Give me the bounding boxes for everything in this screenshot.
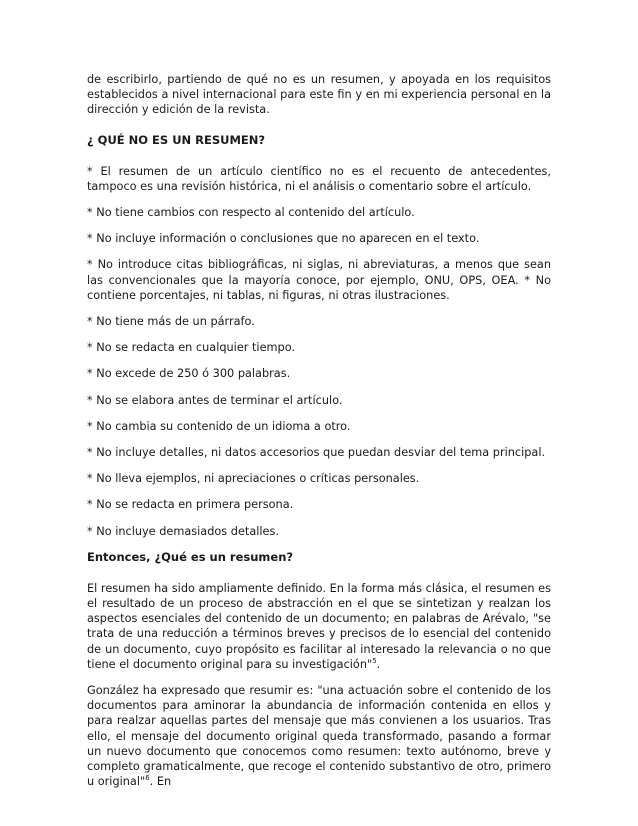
- list-item: * No lleva ejemplos, ni apreciaciones o críticas personales.: [87, 472, 420, 486]
- definition-end: .: [376, 657, 381, 671]
- list-item: * No incluye detalles, ni datos accesorios que puedan desviar del tema principal.: [87, 446, 546, 460]
- list-item: * No cambia su contenido de un idioma a otro.: [87, 419, 351, 433]
- definition-text: El resumen ha sido ampliamente definido. En la forma más clásica, el resumen es el resultado de un proceso de abstracción en el que se sintetizan y realzan los aspectos esenciales del contenido de un documento; en palabras de Arévalo, "se trata de una reducción a términos breves y precisos de lo esencial del contenido de un documento, cuyo propósito es facilitar al interesado la relevancia o no que tiene el documento original para su investigación": [87, 581, 551, 671]
- section-heading-not-summary: ¿ QUÉ NO ES UN RESUMEN?: [87, 132, 266, 147]
- list-item: * No tiene más de un párrafo.: [87, 315, 255, 329]
- list-item: * No incluye demasiados detalles.: [87, 524, 279, 538]
- list-item: * El resumen de un artículo científico no es el recuento de antecedentes, tampoco es una revisión histórica, ni el análisis o comentario sobre el artículo.: [87, 164, 551, 193]
- list-item: * No incluye información o conclusiones que no aparecen en el texto.: [87, 232, 480, 246]
- document-page: [87, 72, 551, 801]
- gonzalez-end: . En: [149, 775, 172, 789]
- gonzalez-text: González ha expresado que resumir es: "una actuación sobre el contenido de los documentos para aminorar la abundancia de información contenida en ellos y para realzar aquellas partes del mensaje que más convienen a los usuarios. Tras ello, el mensaje del documento original queda transformado, pasando a formar un nuevo documento que conocemos como resumen: texto autónomo, breve y completo gramaticalmente, que recoge el contenido substantivo de otro, primero u original": [87, 684, 551, 789]
- list-item: * No se redacta en cualquier tiempo.: [87, 341, 295, 355]
- definition-paragraph: [87, 581, 551, 672]
- footnote-marker: 6: [145, 774, 150, 783]
- section-heading-what-is: Entonces, ¿Qué es un resumen?: [87, 549, 294, 564]
- intro-paragraph: de escribirlo, partiendo de qué no es un resumen, y apoyada en los requisitos establecidos a nivel internacional para este fin y en mi experiencia personal en la dirección y edición de la revista.: [87, 73, 551, 117]
- list-item: * No tiene cambios con respecto al contenido del artículo.: [87, 206, 415, 220]
- gonzalez-paragraph: [87, 683, 551, 789]
- list-item: * No introduce citas bibliográficas, ni siglas, ni abreviaturas, a menos que sean las convencionales que la mayoría conoce, por ejemplo, ONU, OPS, OEA. * No contiene porcentajes, ni tablas, ni figuras, ni otras ilustraciones.: [87, 258, 551, 302]
- list-item: * No excede de 250 ó 300 palabras.: [87, 367, 291, 381]
- list-item: * No se redacta en primera persona.: [87, 498, 294, 512]
- list-item: * No se elabora antes de terminar el artículo.: [87, 393, 343, 407]
- footnote-marker: 5: [372, 657, 377, 666]
